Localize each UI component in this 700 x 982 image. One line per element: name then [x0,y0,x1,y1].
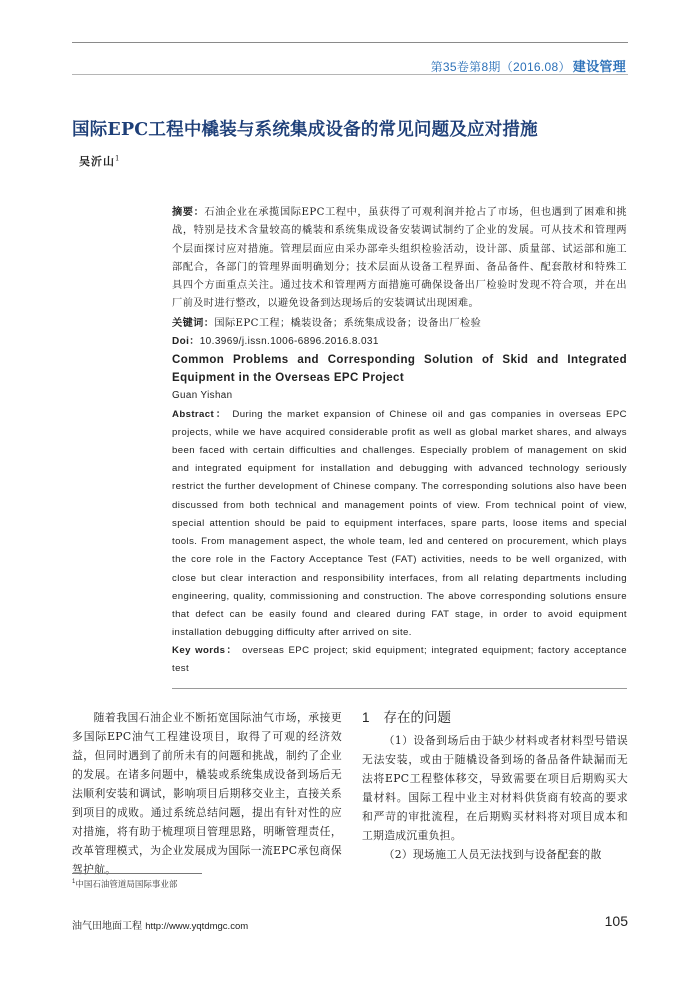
keywords-zh-label: 关键词： [172,316,215,329]
journal-name: 油气田地面工程 [72,921,142,932]
english-title: Common Problems and Corresponding Solution of Skid and Integrated Equipment in the Overseas EPC Project [172,354,627,385]
footnote-mark: 1 [72,879,76,886]
problem-paragraph-2: （2）现场施工人员无法找到与设备配套的散 [383,848,602,861]
author-name: 吴沂山 [79,155,115,168]
english-abstract [172,406,627,643]
issue-number: 第35卷第8期（2016.08） [430,60,571,74]
keywords-zh [172,314,627,333]
journal-url: http://www.yqtdmgc.com [145,921,249,932]
abstract-zh [172,203,627,314]
doi-text: 10.3969/j.issn.1006-6896.2016.8.031 [199,336,379,348]
english-abstract-text: During the market expansion of Chinese oil and gas companies in overseas EPC projects, while we have acquired considerable profit as well as global market shares, and always been faced with certain difficulties and challenges. Especially problem of management on skid and integrated equipment for installation and debugging with advanced technology seriously restrict the further development of Chinese company. The corresponding solutions also have been discussed from both technical and management points of view. From technical point of view, special attention should be paid to equipment interfaces, spare parts, loose items and special tools. From management aspect, the whole team, led and centered on procurement, which plays the core role in the Factory Acceptance Test (FAT) activities, needs to be well organized, with close but clear interaction and responsibility interfaces, from all relating departments including engineering, quality, commissioning and construction. The above corresponding solutions ensure that defect can be easily found and cleared during FAT stage, in order to avoid equipment installation debugging difficulty after arrived on site. [172,408,627,639]
issue-info [431,56,626,75]
abstract-zh-text: 石油企业在承揽国际EPC工程中，虽获得了可观利润并抢占了市场，但也遇到了困难和挑战，特别是技术含量较高的橇装和系统集成设备安装调试制约了企业的发展。可从技术和管理两个层面探讨应对措施。管理层面应由采办部牵头组织检验活动，设计部、质量部、试运部和施工部配合，各部门的管理界面明确划分；技术层面从设备工程界面、备品备件、配套散材和特殊工具四个方面重点关注。通过技术和管理两方面措施可确保设备出厂检验时发现不符合项，并在出厂前及时进行整改，以避免设备到达现场后的安装调试出现困难。 [172,207,627,310]
doi-label: Doi： [172,336,200,348]
english-author: Guan Yishan [172,390,233,402]
abstract-divider [172,688,627,689]
problem-paragraph-1: （1）设备到场后由于缺少材料或者材料型号错误无法安装，或由于随橇设备到场的备品备件缺漏而无法将EPC工程整体移交，导致需要在项目后期购买大量材料。国际工程中业主对材料供货商有较高的要求和严苛的审批流程，在后期购买材料将对项目成本和工期造成沉重负担。 [362,734,628,842]
section-title: 存在的问题 [383,710,452,725]
english-abstract-label: Abstract： [172,408,228,420]
english-keywords [172,642,627,678]
column-brand: 建设管理 [572,59,626,74]
section-heading [362,708,628,727]
footnote [72,878,177,890]
author-mark: 1 [115,154,121,163]
abstract-zh-label: 摘要： [172,206,205,218]
article-title: 国际EPC工程中橇装与系统集成设备的常见问题及应对措施 [72,120,538,140]
keywords-zh-text: 国际EPC工程；橇装设备；系统集成设备；设备出厂检验 [214,317,482,329]
footnote-divider [72,873,202,874]
english-keywords-label: Key words： [172,645,238,657]
intro-paragraph: 随着我国石油企业不断拓宽国际油气市场，承接更多国际EPC油气工程建设项目，取得了可观的经济效益，但同时遇到了前所未有的问题和挑战，制约了企业的发展。在诸多问题中，橇装或系统集成设备到场后无法顺利安装和调试，影响项目后期移交业主，直接关系到项目的成败。通过系统总结问题，提出有针对性的应对措施，将有助于梳理项目管理思路，明晰管理责任，改革管理模式，为企业发展成为国际一流EPC承包商保驾护航。 [72,711,342,876]
page-number: 105 [604,913,628,929]
header-top-rule [72,42,628,43]
body-right-column [362,708,628,864]
section-number: 1 [362,710,370,725]
english-keywords-text: overseas EPC project; skid equipment; integrated equipment; factory acceptance test [172,645,627,675]
abstract-block [172,203,627,678]
footnote-text: 中国石油管道局国际事业部 [75,879,178,889]
body-left-column [72,708,342,879]
header-bottom-rule [72,74,628,75]
doi [172,333,627,351]
author [79,153,120,169]
footer-journal [72,917,248,932]
